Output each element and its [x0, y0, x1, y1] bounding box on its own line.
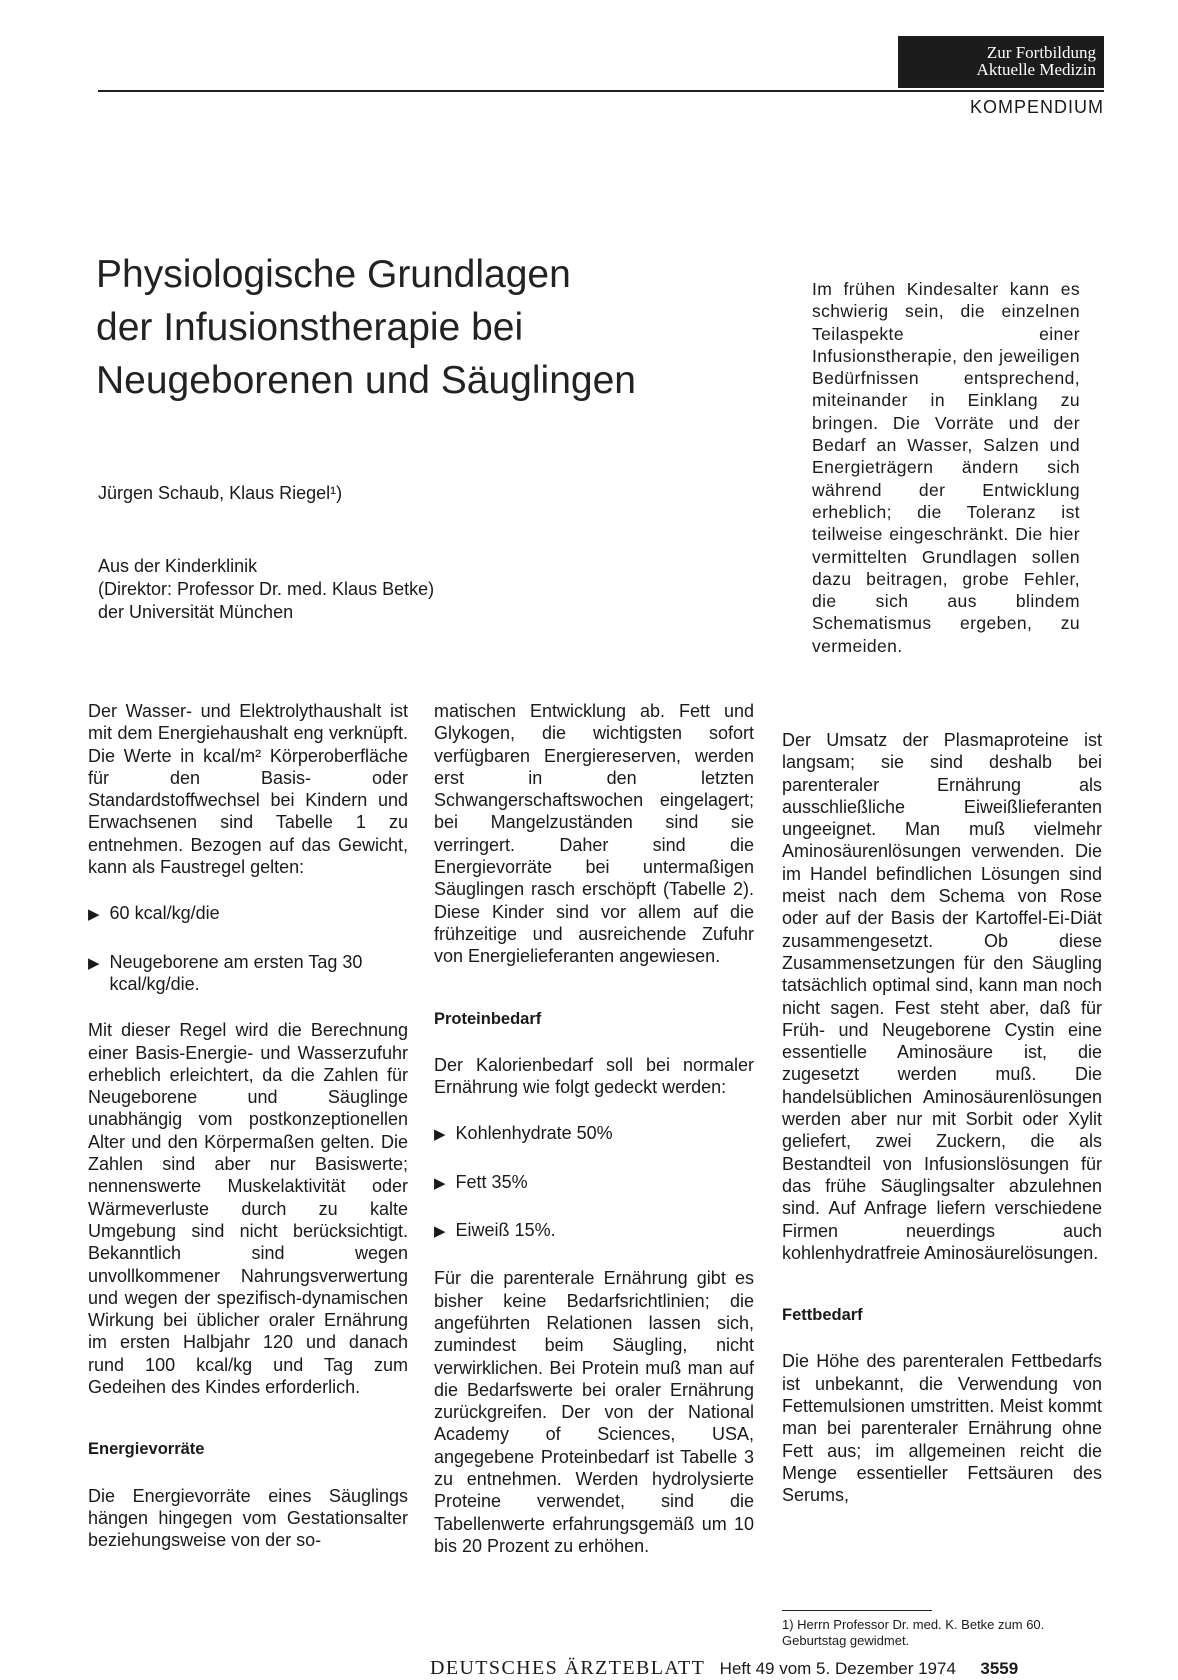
- bullet-text: Eiweiß 15%.: [455, 1220, 556, 1241]
- section-heading: Energievorräte: [88, 1440, 205, 1459]
- title-line-1: Physiologische Grundlagen: [96, 253, 571, 296]
- triangle-bullet-icon: ▶: [434, 1126, 446, 1144]
- abstract: Im frühen Kindesalter kann es schwierig sein, die einzelnen Teilaspekte einer Infusionstherapie, den jeweiligen Bedürfnissen entsprechend, miteinander in Einklang zu bringen. Die Vorräte und der Bedarf an Wasser, Salzen und Energieträgern ändern sich während der Entwicklung erheblich; die Toleranz ist teilweise eingeschränkt. Die hier vermittelten Grundlagen sollen dazu beitragen, grobe Fehler, die sich aus blindem Schematismus ergeben, zu vermeiden.: [812, 279, 1080, 656]
- triangle-bullet-icon: ▶: [88, 906, 100, 924]
- column-1: [88, 700, 408, 1552]
- paragraph: Für die parenterale Ernährung gibt es bisher keine Bedarfsrichtlinien; die angeführten Relationen lassen sich, zumindest beim Säugling, nicht verwirklichen. Bei Protein muß man auf die Bedarfswerte bei oraler Ernährung zurückgreifen. Der von der National Academy of Sciences, USA, angegebene Proteinbedarf ist Tabelle 3 zu entnehmen. Werden hydrolysierte Proteine verwendet, sind die Tabellenwerte erfahrungsgemäß um 10 bis 20 Prozent zu erhöhen.: [434, 1268, 754, 1556]
- bullet-item: [88, 951, 408, 996]
- paragraph: Mit dieser Regel wird die Berechnung einer Basis-Energie- und Wasserzufuhr erheblich erleichtert, da die Zahlen für Neugeborene und Säuglinge unabhängig vom postkonzeptionellen Alter und den Körpermaßen gelten. Die Zahlen sind aber nur Basiswerte; nennenswerte Muskelaktivität oder Wärmeverluste durch zu kalte Umgebung sind nicht berücksichtigt. Bekanntlich sind wegen unvollkommener Nahrungsverwertung und wegen der spezifisch-dynamischen Wirkung bei üblicher oraler Ernährung im ersten Halbjahr 120 und danach rund 100 kcal/kg und Tag zum Gedeihen des Kindes erforderlich.: [88, 1020, 408, 1398]
- section-label: KOMPENDIUM: [969, 97, 1104, 117]
- page-number: 3559: [980, 1659, 1019, 1678]
- column-2: [434, 700, 754, 1557]
- bullet-item: [88, 902, 408, 926]
- page-footer: [430, 1657, 1104, 1680]
- bullet-item: [434, 1122, 754, 1146]
- bullet-text: 60 kcal/kg/die: [109, 903, 220, 924]
- bullet-item: [434, 1219, 754, 1243]
- bullet-text: Neugeborene am ersten Tag 30 kcal/kg/die.: [109, 951, 363, 994]
- triangle-bullet-icon: ▶: [434, 1223, 446, 1241]
- bullet-text: Kohlenhydrate 50%: [455, 1123, 613, 1144]
- affiliation-line-2: (Direktor: Professor Dr. med. Klaus Betke): [98, 579, 435, 599]
- affiliation-line-1: Aus der Kinderklinik: [98, 556, 258, 576]
- paragraph: Der Wasser- und Elektrolythaushalt ist mit dem Energiehaushalt eng verknüpft. Die Werte in kcal/m² Körperoberfläche für den Basis- oder Standardstoffwechsel bei Kindern und Erwachsenen sind Tabelle 1 zu entnehmen. Bezogen auf das Gewicht, kann als Faustregel gelten:: [88, 701, 408, 878]
- article-title: [96, 248, 796, 407]
- issue-info: Heft 49 vom 5. Dezember 1974: [719, 1659, 956, 1678]
- badge-line-1: Zur Fortbildung: [986, 43, 1096, 62]
- paragraph: matischen Entwicklung ab. Fett und Glykogen, die wichtigsten sofort verfügbaren Energiereserven, werden erst in den letzten Schwangerschaftswochen eingelagert; bei Mangelzuständen sind sie verringert. Daher sind die Energievorräte bei untermaßigen Säuglingen rasch erschöpft (Tabelle 2). Diese Kinder sind vor allem auf die frühzeitige und ausreichende Zufuhr von Energielieferanten angewiesen.: [434, 701, 754, 967]
- section-heading: Fettbedarf: [782, 1306, 863, 1325]
- footnote: 1) Herrn Professor Dr. med. K. Betke zum 60. Geburtstag gewidmet.: [782, 1617, 1045, 1648]
- section-badge: [898, 36, 1104, 88]
- title-line-3: Neugeborenen und Säuglingen: [96, 359, 636, 402]
- paragraph: Die Höhe des parenteralen Fettbedarfs ist unbekannt, die Verwendung von Fettemulsionen umstritten. Meist kommt man bei parenteraler Ernährung ohne Fett aus; im allgemeinen reicht die Menge essentieller Fettsäuren des Serums,: [782, 1351, 1102, 1506]
- column-3: [782, 729, 1102, 1507]
- paragraph: Der Kalorienbedarf soll bei normaler Ernährung wie folgt gedeckt werden:: [434, 1054, 754, 1098]
- paragraph: Der Umsatz der Plasmaproteine ist langsam; sie sind deshalb bei parenteraler Ernährung als ausschließliche Eiweißlieferanten ungeeignet. Man muß vielmehr Aminosäurenlösungen verwenden. Die im Handel befindlichen Lösungen sind meist nach dem Schema von Rose oder auf der Basis der Kartoffel-Ei-Diät zusammengesetzt. Ob diese Zusammensetzungen für den Säugling tatsächlich optimal sind, kann man noch nicht sagen. Fest steht aber, daß für Früh- und Neugeborene Cystin eine essentielle Aminosäure ist, die zugesetzt werden muß. Die handelsüblichen Aminosäurenlösungen werden aber nur mit Sorbit oder Xylit geliefert, zwei Zuckern, die als Bestandteil von Infusionslösungen für das frühe Säuglingsalter abzulehnen sind. Auf Anfrage liefern verschiedene Firmen neuerdings auch kohlenhydratfreie Aminosäurelösungen.: [782, 730, 1102, 1263]
- bullet-text: Fett 35%: [455, 1171, 528, 1192]
- badge-line-2: Aktuelle Medizin: [976, 60, 1096, 79]
- triangle-bullet-icon: ▶: [434, 1174, 446, 1192]
- title-line-2: der Infusionstherapie bei: [96, 306, 524, 349]
- affiliation: [98, 555, 434, 624]
- section-heading: Proteinbedarf: [434, 1009, 542, 1028]
- footnote-rule: [782, 1610, 932, 1611]
- journal-name: DEUTSCHES ÄRZTEBLATT: [430, 1657, 706, 1679]
- bullet-item: [434, 1171, 754, 1195]
- affiliation-line-3: der Universität München: [98, 602, 294, 622]
- triangle-bullet-icon: ▶: [88, 954, 100, 972]
- header-rule: [98, 90, 1104, 92]
- paragraph: Die Energievorräte eines Säuglings hängen hingegen vom Gestationsalter beziehungsweise von der so-: [88, 1485, 408, 1551]
- authors: Jürgen Schaub, Klaus Riegel¹): [98, 483, 343, 503]
